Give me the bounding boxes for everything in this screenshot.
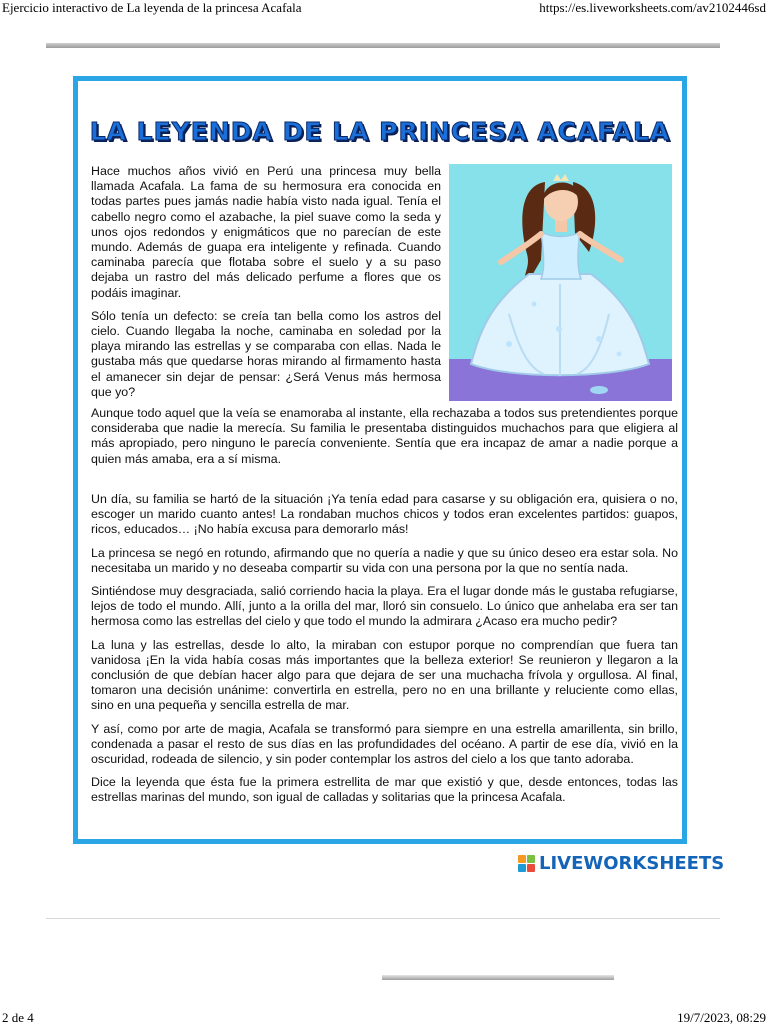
liveworksheets-logo[interactable] [518,853,724,874]
paragraph: La princesa se negó en rotundo, afirmando que no quería a nadie y que su único deseo era estar sola. No necesitaba un marido y no deseaba compartir su vida con una persona por la que no sentía nada. [91,545,678,575]
scrollbar-bottom[interactable] [382,975,614,980]
scrollbar-top[interactable] [46,43,720,48]
paragraph: Sintiéndose muy desgraciada, salió corriendo hacia la playa. Era el lugar donde más le gustaba refugiarse, lejos de todo el mundo. Allí, junto a la orilla del mar, lloró sin consuelo. Lo único que anhelaba era ser tan hermosa como las estrellas del cielo y que todo el mundo la admirara ¿Acaso era mucho pedir? [91,584,678,629]
browser-url[interactable]: https://es.liveworksheets.com/av2102446sd [539,0,766,15]
paragraph: Sólo tenía un defecto: se creía tan bella como los astros del cielo. Cuando llegaba la noche, caminaba en soledad por la playa mirando las estrellas y se comparaba con ellas. Nada le gustaba más que quedarse horas mirando al firmamento hasta el amanecer sin dejar de pensar: ¿Será Venus más hermosa que yo? [91,308,441,399]
paragraph-block-1 [91,406,678,475]
paragraph: Dice la leyenda que ésta fue la primera estrellita de mar que existió y que, desde entonces, todas las estrellas marinas del mundo, son igual de calladas y solitarias que la princesa Acafala. [91,775,678,805]
worksheet-title: LA LEYENDA DE LA PRINCESA ACAFALA [89,117,671,146]
divider [46,918,720,919]
princess-illustration [449,164,672,401]
intro-text-column [91,164,441,408]
logo-text: LIVEWORKSHEETS [539,853,725,874]
paragraph-block-2 [91,492,678,814]
paragraph: Un día, su familia se hartó de la situación ¡Ya tenía edad para casarse y su obligación era, quisiera o no, escoger un marido cuanto antes! La rondaban muchos chicos y todos eran excelentes partidos: guapos, ricos, educados… ¡No había excusa para demorarlo más! [91,492,678,537]
paragraph: Y así, como por arte de magia, Acafala se transformó para siempre en una estrella amarillenta, sin brillo, condenada a pasar el resto de sus días en las profundidades del océano. A partir de ese día, vivió en la oscuridad, rodeada de silencio, y sin poder contemplar los astros del cielo a los que tanto adoraba. [91,721,678,767]
liveworksheets-logo-icon [518,855,535,872]
princess-drawing [449,164,672,401]
print-datetime: 19/7/2023, 08:29 [677,1010,766,1025]
worksheet-page [73,76,687,844]
page-count: 2 de 4 [2,1010,34,1025]
paragraph: Aunque todo aquel que la veía se enamoraba al instante, ella rechazaba a todos sus pretendientes porque consideraba que nadie la merecía. Su familia le presentaba distinguidos muchachos para que eligiera al más apropiado, pero ninguno le parecía conveniente. Sentía que era incapaz de amar a nadie porque a quien más amaba, era a sí misma. [91,406,678,466]
paragraph: La luna y las estrellas, desde lo alto, la miraban con estupor porque no comprendían que fuera tan vanidosa ¡En la vida había cosas más importantes que la belleza exterior! Se reunieron y llegaron a la conclusión de que debían hacer algo para que dejara de ser una muchacha frívola y orgullosa. Al final, tomaron una decisión unánime: convertirla en estrella, pero no en una brillante y reluciente como ellas, sino en una pequeña y sencilla estrella de mar. [91,637,678,713]
paragraph: Hace muchos años vivió en Perú una princesa muy bella llamada Acafala. La fama de su hermosura era conocida en todas partes pues jamás nadie había visto nada igual. Tenía el cabello negro como el azabache, la piel suave como la seda y unos ojos redondos y enigmáticos que no parecían de este mundo. Además de guapa era inteligente y refinada. Cuando caminaba parecía que flotaba sobre el suelo y a su paso dejaba un rastro del más delicado perfume a flores que os podáis imaginar. [91,164,441,300]
browser-page-title: Ejercicio interactivo de La leyenda de la princesa Acafala [2,0,302,15]
